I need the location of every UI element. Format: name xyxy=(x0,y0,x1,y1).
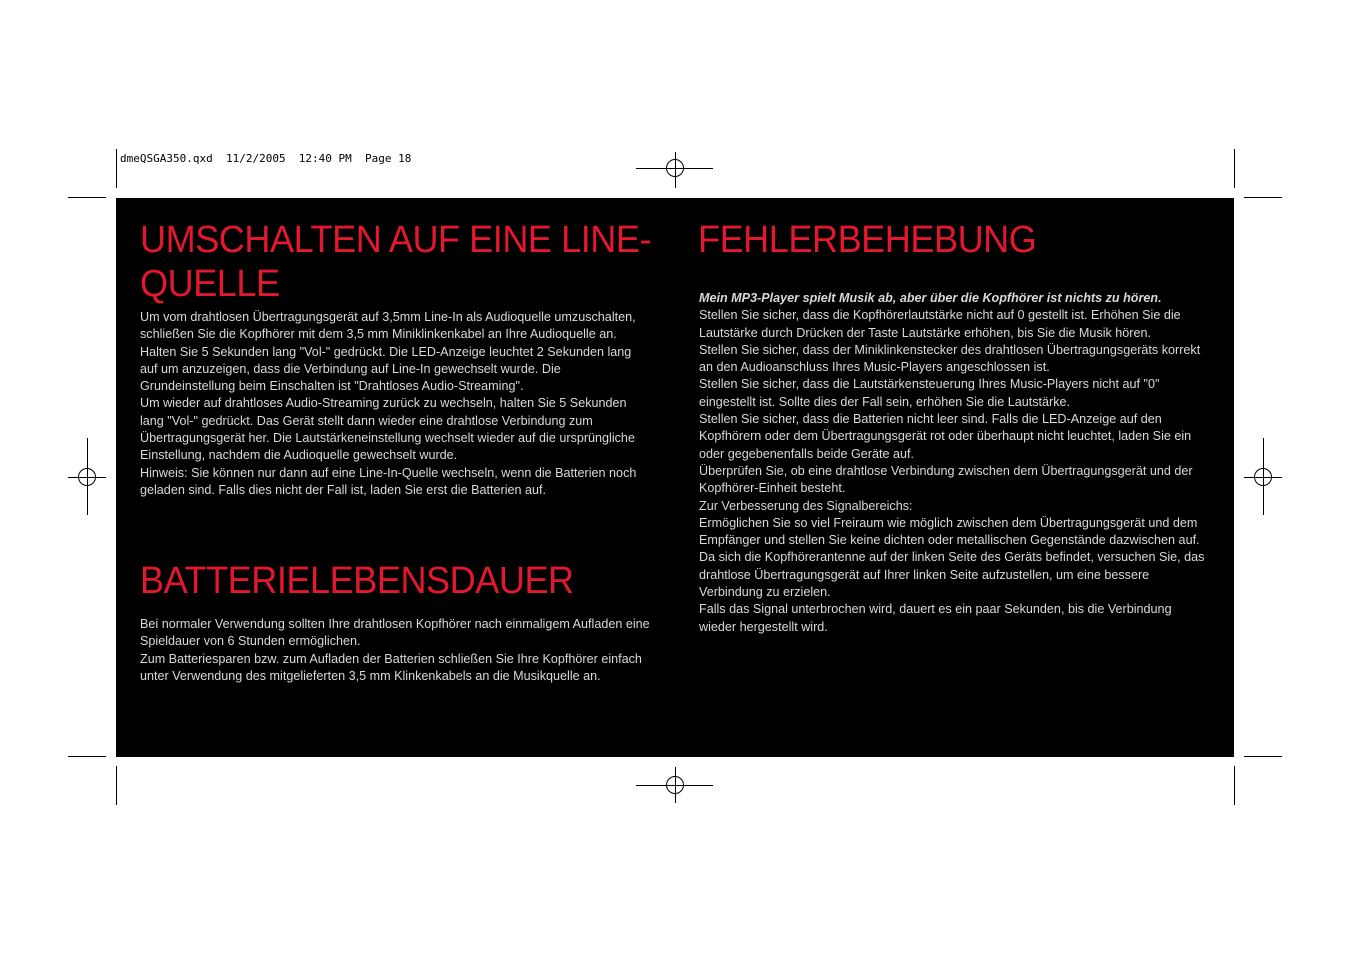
crop-mark-bottom-left-vertical xyxy=(116,766,117,805)
battery-life-body xyxy=(140,616,656,685)
crop-mark-top-left-vertical xyxy=(116,149,117,188)
crop-mark-bottom-right-horizontal xyxy=(1244,756,1282,757)
content-panel xyxy=(116,198,1234,757)
crop-mark-bottom-right-vertical xyxy=(1234,766,1235,805)
crop-mark-top-right-vertical xyxy=(1234,149,1235,188)
troubleshooting-question: Mein MP3-Player spielt Musik ab, aber über die Kopfhörer ist nichts zu hören. xyxy=(699,291,1162,305)
line-source-paragraph: Um wieder auf drahtloses Audio-Streaming zurück zu wechseln, halten Sie 5 Sekunden lang "Vol-" gedrückt. Das Gerät stellt dann wieder eine drahtlose Verbindung zum Übertragungsgerät her. Die Lautstärkeneinstellung wechselt wieder auf die ursprüngliche Einstellung, nachdem die Audioquelle gewechselt wurde. xyxy=(140,396,635,463)
line-source-heading xyxy=(140,218,651,306)
troubleshooting-body xyxy=(699,290,1211,636)
crop-mark-top-left-horizontal xyxy=(68,197,106,198)
crop-mark-top-right-horizontal xyxy=(1244,197,1282,198)
troubleshooting-paragraph: Stellen Sie sicher, dass der Miniklinkenstecker des drahtlosen Übertragungsgeräts korrekt an den Audioanschluss Ihres Music-Players angeschlossen ist. xyxy=(699,342,1201,375)
battery-life-paragraph: Zum Batteriesparen bzw. zum Aufladen der Batterien schließen Sie Ihre Kopfhörer einfach unter Verwendung des mitgelieferten 3,5 mm Klinkenkabels an die Musikquelle an. xyxy=(140,651,642,683)
troubleshooting-paragraph: Stellen Sie sicher, dass die Batterien nicht leer sind. Falls die LED-Anzeige auf den Kopfhörern oder dem Übertragungsgerät rot oder überhaupt nicht leuchtet, laden Sie ein oder gegebenenfalls beide Geräte auf. xyxy=(699,412,1192,461)
troubleshooting-paragraph: Stellen Sie sicher, dass die Lautstärkensteuerung Ihres Music-Players nicht auf "0" eingestellt ist. Sollte dies der Fall sein, erhöhen Sie die Lautstärke. xyxy=(699,377,1160,409)
slug-line: dmeQSGA350.qxd 11/2/2005 12:40 PM Page 18 xyxy=(120,152,412,165)
troubleshooting-paragraph: Falls das Signal unterbrochen wird, dauert es ein paar Sekunden, bis die Verbindung wieder hergestellt wird. xyxy=(699,602,1172,634)
troubleshooting-paragraph: Stellen Sie sicher, dass die Kopfhörerlautstärke nicht auf 0 gestellt ist. Erhöhen Sie die Lautstärke durch Drücken der Taste Lautstärke erhöhen, bis Sie die Musik hören. xyxy=(699,308,1181,340)
line-source-heading-line1: UMSCHALTEN AUF EINE LINE- xyxy=(140,219,651,261)
battery-life-paragraph: Bei normaler Verwendung sollten Ihre drahtlosen Kopfhörer nach einmaligem Aufladen eine Spieldauer von 6 Stunden ermöglichen. xyxy=(140,617,650,649)
troubleshooting-paragraph: Überprüfen Sie, ob eine drahtlose Verbindung zwischen dem Übertragungsgerät und der Kopfhörer-Einheit besteht. xyxy=(699,463,1193,496)
troubleshooting-paragraph: Da sich die Kopfhörerantenne auf der linken Seite des Geräts befindet, versuchen Sie, das drahtlose Übertragungsgerät auf Ihrer linken Seite aufzustellen, um eine bessere Verbindung zu erzielen. xyxy=(699,550,1205,600)
battery-life-heading: BATTERIELEBENSDAUER xyxy=(140,560,574,602)
line-source-heading-line2: QUELLE xyxy=(140,263,280,305)
troubleshooting-heading: FEHLERBEHEBUNG xyxy=(698,219,1037,261)
line-source-paragraph: Um vom drahtlosen Übertragungsgerät auf 3,5mm Line-In als Audioquelle umzuschalten, schließen Sie die Kopfhörer mit dem 3,5 mm Miniklinkenkabel an Ihre Audioquelle an. Halten Sie 5 Sekunden lang "Vol-" gedrückt. Die LED-Anzeige leuchtet 2 Sekunden lang auf um anzuzeigen, dass die Verbindung auf Line-In gewechselt wurde. Die Grundeinstellung beim Einschalten ist "Drahtloses Audio-Streaming". xyxy=(140,310,636,394)
line-source-body xyxy=(140,309,640,499)
crop-mark-bottom-left-horizontal xyxy=(68,756,106,757)
troubleshooting-paragraph: Zur Verbesserung des Signalbereichs: xyxy=(699,498,913,513)
line-source-paragraph: Hinweis: Sie können nur dann auf eine Line-In-Quelle wechseln, wenn die Batterien noch geladen sind. Falls dies nicht der Fall ist, laden Sie erst die Batterien auf. xyxy=(140,465,637,497)
troubleshooting-paragraph: Ermöglichen Sie so viel Freiraum wie möglich zwischen dem Übertragungsgerät und dem Empfänger und stellen Sie keine dichten oder metallischen Gegenstände dazwischen auf. xyxy=(699,515,1200,548)
